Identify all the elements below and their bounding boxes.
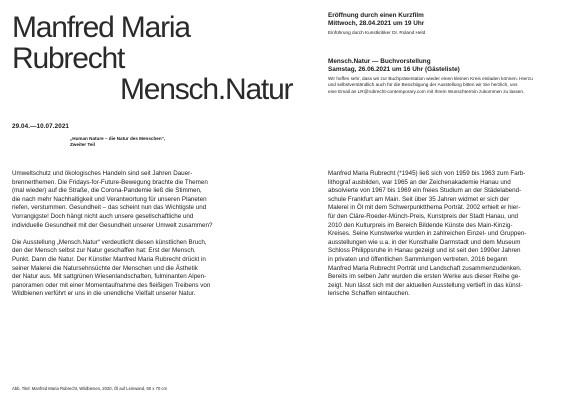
exhibition-dates: 29.04.—10.07.2021 xyxy=(12,123,70,130)
event-book-presentation xyxy=(328,58,578,95)
event-opening-title: Eröffnung durch einen Kurzfilm xyxy=(328,12,424,19)
exhibition-subtitle xyxy=(70,136,220,148)
artist-bio-paragraph: Manfred Maria Rubrecht (*1945) ließ sich von 1959 bis 1963 zum Farb- lithograf ausbilden, war 1965 an der Zeichenakademie Hanau und absolvierte von 1967 bis 1969 ein freies Studium an der Städelabend- schule Frankfurt am Main. Seit über 35 Jahren widmet er sich der Malerei in Öl mit dem Schwerpunktthema Porträt. 2002 erhielt er hier- für den Cläre-Roeder-Münch-Preis, Kunstpreis der Stadt Hanau, und 2010 den Kulturpreis im Bereich Bildende Künste des Main-Kinzig- Kreises. Seine Kunstwerke wurden in zahlreichen Einzel- und Gruppen- ausstellungen wie u.a. in der Kunsthalle Darmstadt und dem Museum Schloss Philippsruhe in Hanau gezeigt und ist seit den 1990er Jahren in privaten und öffentlichen Sammlungen vertreten. 2016 begann Manfred Maria Rubrecht Porträt und Landschaft zusammenzudenken. Bereits im selben Jahr wurden die ersten Werke aus dieser Reihe ge- zeigt. Nun lässt sich mit der aktuellen Ausstellung vertieft in das künst- lerische Schaffen eintauchen. xyxy=(328,170,527,298)
event-opening-date: Mittwoch, 28.04.2021 um 19 Uhr xyxy=(328,20,425,27)
subtitle-line-1: „Human Nature – die Natur des Menschen“, xyxy=(70,136,166,141)
image-caption: Abb. Titel: Manfred Maria Rubrecht, Wildbienen, 2020, Öl auf Leinwand, 60 x 70 cm xyxy=(12,386,168,391)
title-line-artist-last: Rubrecht xyxy=(12,42,125,75)
event-book-title: Mensch.Natur — Buchvorstellung xyxy=(328,58,431,65)
artist-bio-column xyxy=(328,170,580,308)
subtitle-line-2: Zweiter Teil xyxy=(70,142,95,147)
intro-text-column xyxy=(12,170,282,308)
event-opening-note: Einführung durch Kunstkritiker Dr. Roland Held xyxy=(328,30,426,35)
event-book-date: Samstag, 26.06.2021 um 16 Uhr (Gästeliste) xyxy=(328,66,460,73)
exhibition-title xyxy=(12,12,312,105)
title-line-artist-first: Manfred Maria xyxy=(12,11,190,44)
event-book-note: Wir hoffen sehr, dass wir zur Buchpräsentation wieder einen kleinen Kreis einladen können. Hierzu und selbstverständlich auch für die Besichtigung der Ausstellung bitten wir Sie herzlich, uns eine Email an LR@rubrecht-contemporary.com mit Ihrem Wunschtermin zukommen zu lassen. xyxy=(328,76,533,94)
intro-paragraph-1: Umweltschutz und ökologisches Handeln sind seit Jahren Dauer- brennerthemen. Die Fridays-for-Future-Bewegung brachte die Themen (mal wieder) auf die Straße, die Corona-Pandemie ließ die Stimmen, die nach mehr Nachhaltigkeit und Verantwortung für unseren Planeten riefen, verstummen. Gesundheit – das scheint nun das Wichtigste und Vorrangigste! Doch hängt nicht auch unsere gesellschaftliche und individuelle Gesundheit mit der Gesundheit unserer Umwelt zusammen? xyxy=(12,170,213,229)
title-line-exhibition: Mensch.Natur xyxy=(120,73,293,106)
event-opening xyxy=(328,12,578,36)
intro-paragraph-2: Die Ausstellung „Mensch.Natur“ verdeutlicht diesen künstlichen Bruch, den der Mensch selbst zur Natur geschaffen hat: Erst der Mensch. Punkt. Dann die Natur. Der Künstler Manfred Maria Rubrecht drückt in seiner Malerei die Natursehnsüchte der Menschen und die Ästhetik der Natur aus. Mit sattgrünen Wiesenlandschaften, fulminanten Alpen- panoramen oder mit einer Momentaufnahme des fleißigen Treibens von Wildbienen verführt er uns in die unendliche Vielfalt unserer Natur. xyxy=(12,238,211,298)
